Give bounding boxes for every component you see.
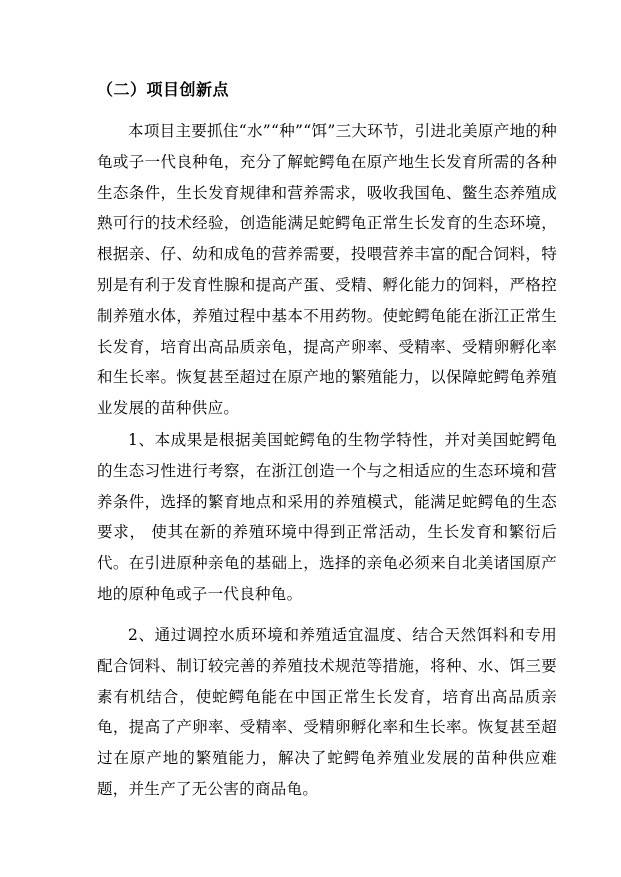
paragraph-overview: 本项目主要抓住“水”“种”“饵”三大环节，引进北美原产地的种龟或子一代良种龟，充分了解蛇鳄龟在原产地生长发育所需的各种生态条件，生长发育规律和营养需求，吸收我国龟、鳖生态养殖成熟可行的技术经验，创造能满足蛇鳄龟正常生长发育的生态环境，根据亲、仔、幼和成龟的营养需要，投喂营养丰富的配合饲料，特别是有利于发育性腺和提高产蛋、受精、孵化能力的饲料，严格控制养殖水体，养殖过程中基本不用药物。使蛇鳄龟能在浙江正常生长发育，培育出高品质亲龟，提高产卵率、受精率、受精卵孵化率和生长率。恢复甚至超过在原产地的繁殖能力，以保障蛇鳄龟养殖业发展的苗种供应。 xyxy=(97,122,557,418)
section-heading: （二）项目创新点 xyxy=(97,80,230,99)
paragraph-point-2: 2、通过调控水质环境和养殖适宜温度、结合天然饵料和专用配合饲料、制订较完善的养殖技术规范等措施，将种、水、饵三要素有机结合，使蛇鳄龟能在中国正常生长发育，培育出高品质亲龟，提高了产卵率、受精率、受精卵孵化率和生长率。恢复甚至超过在原产地的繁殖能力，解决了蛇鳄龟养殖业发展的苗种供应难题，并生产了无公害的商品龟。 xyxy=(97,626,557,798)
paragraph-point-1: 1、本成果是根据美国蛇鳄龟的生物学特性，并对美国蛇鳄龟的生态习性进行考察，在浙江创造一个与之相适应的生态环境和营养条件，选择的繁育地点和采用的养殖模式，能满足蛇鳄龟的生态要求， 使其在新的养殖环境中得到正常活动，生长发育和繁衍后代。在引进原种亲龟的基础上，选择的亲龟必须来自北美诸国原产地的原种龟或子一代良种龟。 xyxy=(97,431,557,603)
